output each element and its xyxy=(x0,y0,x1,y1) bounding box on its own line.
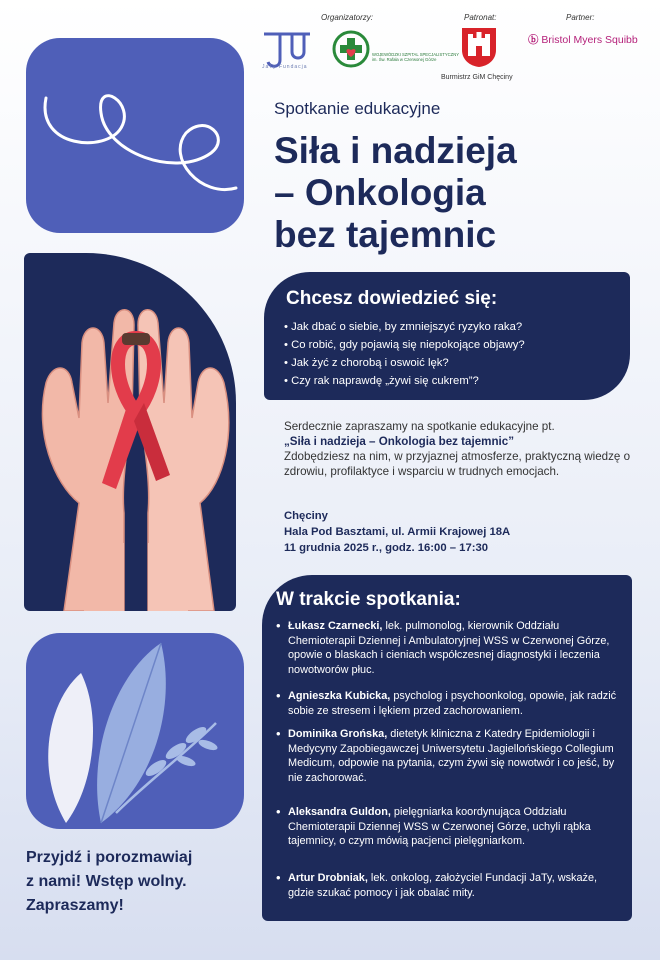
event-title xyxy=(274,130,634,256)
title-line: Siła i nadzieja xyxy=(274,130,517,171)
call-to-action xyxy=(26,846,258,918)
jaty-logo-text: JaTy Fundacja xyxy=(262,64,308,70)
speakers-heading: W trakcie spotkania: xyxy=(276,589,461,610)
list-item xyxy=(276,871,626,900)
leaf-tile xyxy=(26,633,244,829)
speaker-name: Dominika Grońska, xyxy=(288,728,388,740)
checiny-crest-icon xyxy=(460,26,498,68)
hospital-logo-text: WOJEWÓDZKI SZPITAL SPECJALISTYCZNY im. Św. Rafała w Czerwonej Górze xyxy=(372,52,459,62)
invitation-body: Zdobędziesz na nim, w przyjaznej atmosferze, praktyczną wiedzę o zdrowiu, profilaktyce i wsparciu w trudnych emocjach. xyxy=(284,450,631,478)
bms-mark-icon: ⓑ xyxy=(528,34,539,46)
cta-line: Przyjdź i porozmawiaj xyxy=(26,849,193,866)
list-item xyxy=(276,805,626,849)
speaker-name: Aleksandra Guldon, xyxy=(288,806,391,818)
invitation-title: „Siła i nadzieja – Onkologia bez tajemnic” xyxy=(284,435,515,448)
venue-address: Hala Pod Basztami, ul. Armii Krajowej 18A xyxy=(284,526,511,538)
title-line: bez tajemnic xyxy=(274,214,497,255)
list-item xyxy=(276,619,626,677)
venue-city: Chęciny xyxy=(284,510,328,522)
speaker-desc: psycholog i psychoonkolog, opowie, jak radzić sobie ze stresem i lękiem przed zachorowaniem. xyxy=(288,690,617,717)
list-item xyxy=(276,689,626,718)
event-type: Spotkanie edukacyjne xyxy=(274,99,441,118)
patron-label: Patronat: xyxy=(464,13,497,22)
organizers-label: Organizatorzy: xyxy=(321,13,374,22)
partner-label: Partner: xyxy=(566,13,595,22)
questions-list xyxy=(284,318,525,390)
list-item: • Co robić, gdy pojawią się niepokojące objawy? xyxy=(284,336,525,354)
speaker-desc: pielęgniarka koordynująca Oddziału Chemioterapii Dziennej WSS w Czerwonej Górze, uchyli rąbka tajemnicy, o czym mówią pacjenci pielęgniarkom. xyxy=(288,806,591,847)
swirl-tile xyxy=(26,38,244,233)
cta-line: z nami! Wstęp wolny. xyxy=(26,873,187,890)
partner-name: Bristol Myers Squibb xyxy=(541,34,638,46)
speaker-desc: lek. onkolog, założyciel Fundacji JaTy, wskaże, gdzie szukać pomocy i jak obalać mity. xyxy=(288,872,598,899)
list-item xyxy=(276,727,626,785)
list-item: • Jak żyć z chorobą i oswoić lęk? xyxy=(284,354,525,372)
venue-info xyxy=(284,508,644,556)
speaker-name: Agnieszka Kubicka, xyxy=(288,690,391,702)
speakers-box xyxy=(262,575,632,921)
venue-datetime: 11 grudnia 2025 r., godz. 16:00 – 17:30 xyxy=(284,542,489,554)
list-item: • Czy rak naprawdę „żywi się cukrem”? xyxy=(284,372,525,390)
leaf-illustration xyxy=(26,633,244,829)
ribbon-hands-tile xyxy=(24,253,236,611)
speaker-desc: dietetyk kliniczna z Katedry Epidemiologii i Medycyny Zapobiegawczej Uniwersytetu Jagiellońskiego Collegium Medicum, odpowie na pytania, czym żywi się nowotwór i co jeść, by nie zachorować. xyxy=(288,728,615,784)
swirl-line-icon xyxy=(26,38,244,233)
speaker-name: Łukasz Czarnecki, xyxy=(288,620,383,632)
questions-heading: Chcesz dowiedzieć się: xyxy=(286,288,498,309)
partner-logo xyxy=(528,32,638,47)
speaker-desc: lek. pulmonolog, kierownik Oddziału Chemioterapii Dziennej i Ambulatoryjnej WSS w Czerwonej Górze, opowie o blaskach i cieniach współczesnej diagnostyki i leczenia nowotworów płuc. xyxy=(288,620,610,676)
speaker-name: Artur Drobniak, xyxy=(288,872,368,884)
invitation-line: Serdecznie zapraszamy na spotkanie edukacyjne pt. xyxy=(284,420,555,433)
cta-line: Zapraszamy! xyxy=(26,897,124,914)
invitation-text xyxy=(284,419,634,479)
patron-name: Burmistrz GiM Chęciny xyxy=(441,74,513,81)
questions-box xyxy=(264,272,630,400)
hospital-logo xyxy=(330,30,372,68)
ribbon-hands-illustration xyxy=(24,253,236,611)
title-line: – Onkologia xyxy=(274,172,486,213)
list-item: • Jak dbać o siebie, by zmniejszyć ryzyko raka? xyxy=(284,318,525,336)
